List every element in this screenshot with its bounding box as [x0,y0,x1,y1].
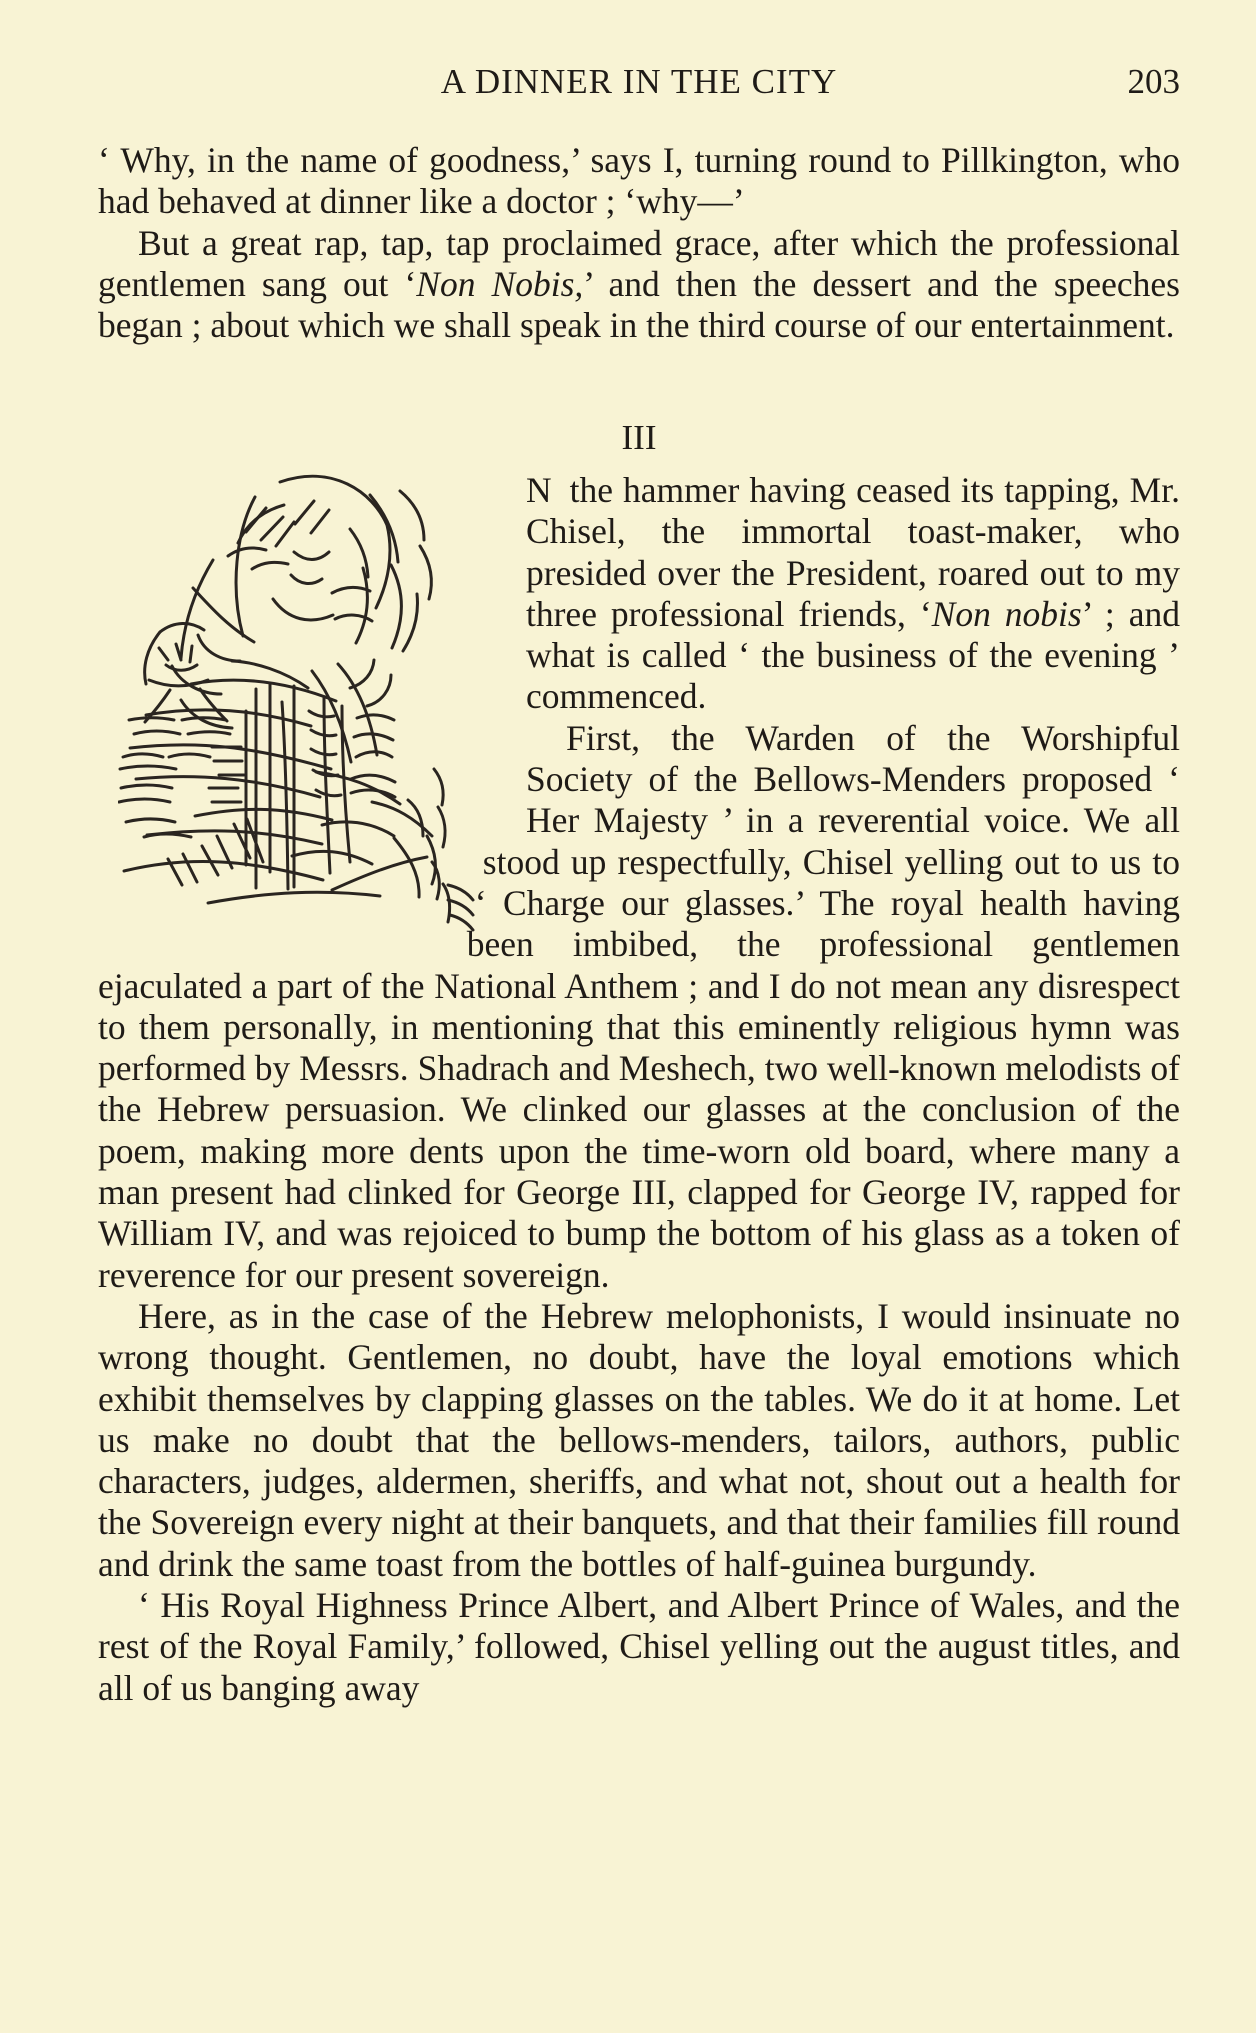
paragraph-text: ’ and then the dessert and the speeches began ; about which we shall speak in the third course of our entertainment. [98,263,1180,346]
running-head: A DINNER IN THE CITY [440,62,838,101]
page-number: 203 [1127,62,1180,101]
page-header [98,58,1180,106]
paragraph-text: ‘ His Royal Highness Prince Albert, and Albert Prince of Wales, and the rest of the Royal Family,’ followed, Chisel yelling out the august titles, and all of us banging away [98,1585,1180,1708]
paragraph [98,140,1180,223]
paragraph [98,223,1180,347]
paragraph-text: ’ ; and what is called ‘ the business of the evening ’ commenced. [526,593,1180,717]
paragraph [98,1585,1180,1709]
paragraph-text: Here, as in the case of the Hebrew melophonists, I would insinuate no wrong thought. Gentlemen, no doubt, have the loyal emotions which exhibit themselves by clapping glasses on the tables. We do it at home. Let us make no doubt that the bellows-menders, tailors, authors, public characters, judges, aldermen, sheriffs, and what not, shout out a health for the Sovereign every night at their banquets, and that their families fill round and drink the same toast from the bottles of half-guinea burgundy. [98,1295,1180,1584]
italic-title: Non Nobis, [416,263,584,304]
paragraph-text: ‘ Why, in the name of goodness,’ says I, turning round to Pillkington, who had behaved at dinner like a doctor ; ‘why—’ [98,140,1180,222]
paragraph-text: But a great rap, tap, tap proclaimed grace, after which the professional gentlemen sang out ‘ [98,222,1180,304]
paragraph-text: First, the Warden of the Worshipful Society of the Bellows-Menders proposed ‘ Her Majesty ’ in a reverential voice. We all stood up respectfully, Chisel yelling out to us to ‘ Charge our glasses.’ The royal health having been imbibed, the professional gentlemen ejaculated a part of the National Anthem ; and I do not mean any disrespect to them personally, in mentioning that this eminently religious hymn was performed by Messrs. Shadrach and Meshech, two well-known melodists of the Hebrew persuasion. We clinked our glasses at the conclusion of the poem, making more dents upon the time-worn old board, where many a man present had clinked for George III, clapped for George IV, rapped for William IV, and was rejoiced to bump the bottom of his glass as a token of reverence for our present sovereign. [98,717,1180,1295]
illustration-space [98,470,508,950]
section-two-text [98,470,1180,1709]
section-one-text [98,140,1180,346]
paragraph [98,1296,1180,1585]
italic-title: Non nobis [931,593,1082,634]
section-number: III [621,418,657,457]
paragraph-text: the hammer having ceased its tapping, Mr. Chisel, the immortal toast-maker, who presided over the President, roared out to my three professional friends, ‘ [526,470,1180,634]
dropcap-letter: N [526,470,552,510]
